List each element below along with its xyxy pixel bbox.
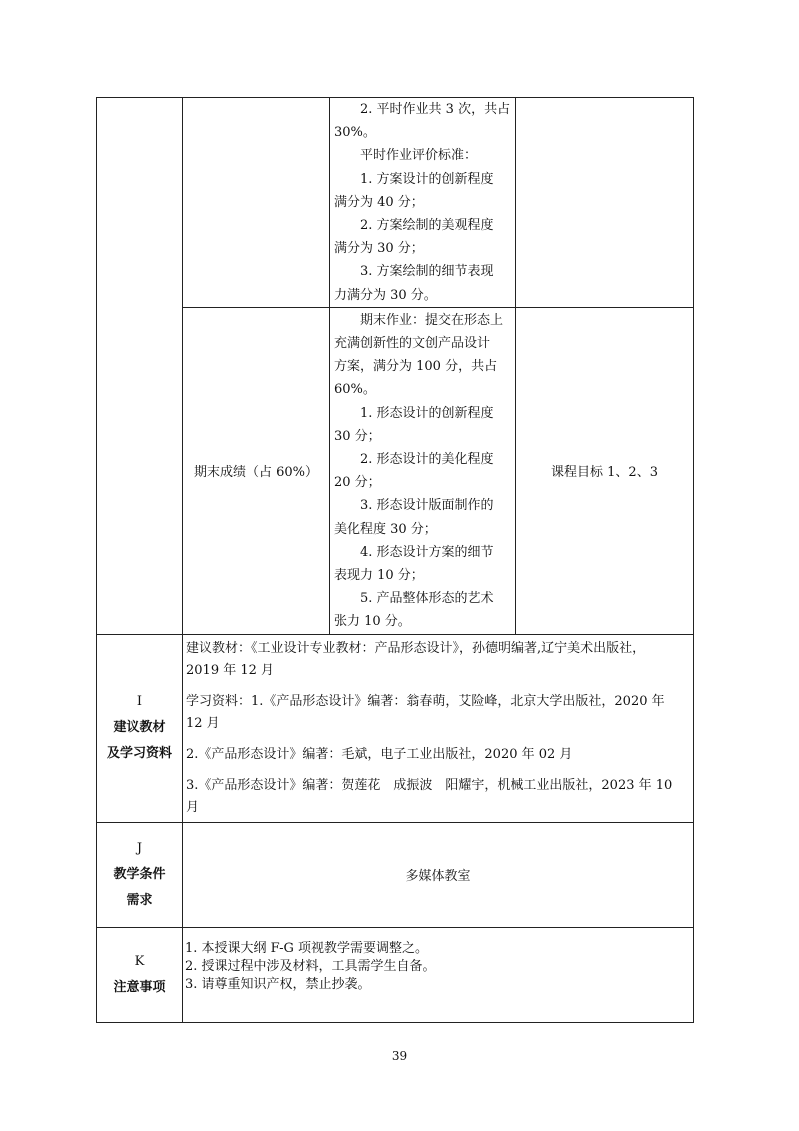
section-i-letter: I [136,694,143,710]
reference-entry: 学习资料：1.《产品形态设计》编著：翁春萌，艾险峰，北京大学出版社，2020 年 12 月 [186,693,665,731]
criteria-line: 60%。 [334,382,376,398]
reference-entry: 2.《产品形态设计》编著：毛斌，电子工业出版社，2020 年 02 月 [186,746,573,762]
regular-homework-label-cell [183,98,330,308]
criteria-line: 方案，满分为 100 分，共占 [334,359,498,375]
final-grade-label: 期末成绩（占 60%） [183,307,330,634]
section-i-title-line: 及学习资料 [106,746,172,762]
criteria-line: 20 分； [334,475,381,491]
criteria-line: 5. 产品整体形态的艺术 [360,591,494,607]
criteria-line: 1. 形态设计的创新程度 [360,405,494,421]
section-k-row [97,927,694,1022]
section-i-content [183,634,694,822]
page-number: 39 [391,1049,408,1063]
regular-homework-criteria-cell [330,98,516,308]
assessment-section-cell [97,98,183,635]
criteria-line: 力满分为 30 分。 [334,287,437,303]
criteria-line: 满分为 30 分； [334,241,424,257]
note-item: 2. 授课过程中涉及材料，工具需学生自备。 [185,958,436,974]
criteria-line: 3. 方案绘制的细节表现 [360,264,494,280]
reference-entry: 3.《产品形态设计》编著：贺莲花 成振波 阳耀宇，机械工业出版社，2023 年 10 月 [186,777,673,815]
criteria-line: 期末作业：提交在形态上 [360,312,504,328]
section-i-header [97,634,183,822]
section-j-header [97,822,183,927]
criteria-line: 2. 形态设计的美化程度 [360,452,494,468]
section-j-title-line: 教学条件 [113,866,166,882]
criteria-line: 平时作业评价标准： [360,148,478,164]
criteria-line: 表现力 10 分； [334,568,424,584]
course-outline-table [96,97,694,1023]
section-k-letter: K [134,953,145,969]
section-j-row [97,822,694,927]
criteria-line: 张力 10 分。 [334,614,411,630]
note-item: 3. 请尊重知识产权，禁止抄袭。 [185,976,371,992]
criteria-line: 美化程度 30 分； [334,521,437,537]
section-k-title: 注意事项 [113,979,166,995]
section-i-row [97,634,694,822]
section-i-title-line: 建议教材 [113,720,166,736]
regular-homework-row [97,98,694,308]
section-j-title-line: 需求 [126,892,153,908]
note-item: 1. 本授课大纲 F-G 项视教学需要调整之。 [185,940,429,956]
criteria-line: 30%。 [334,125,376,141]
criteria-line: 30 分； [334,428,381,444]
criteria-line: 2. 平时作业共 3 次，共占 [360,102,511,117]
section-k-content [183,927,694,1022]
textbook-entry: 建议教材：《工业设计专业教材：产品形态设计》，孙德明编著,辽宁美术出版社， 2019 年 12 月 [186,640,646,678]
final-grade-row [97,307,694,634]
criteria-line: 充满创新性的文创产品设计 [334,336,491,352]
section-k-header [97,927,183,1022]
section-j-content: 多媒体教室 [183,822,694,927]
criteria-line: 4. 形态设计方案的细节 [360,544,494,560]
criteria-line: 满分为 40 分； [334,194,424,210]
final-grade-goal: 课程目标 1、2、3 [516,307,694,634]
final-grade-criteria-cell [330,307,516,634]
criteria-line: 3. 形态设计版面制作的 [360,498,494,514]
criteria-line: 1. 方案设计的创新程度 [360,171,494,187]
criteria-line: 2. 方案绘制的美观程度 [360,218,494,234]
regular-homework-goal-cell [516,98,694,308]
section-j-letter: J [136,840,143,856]
